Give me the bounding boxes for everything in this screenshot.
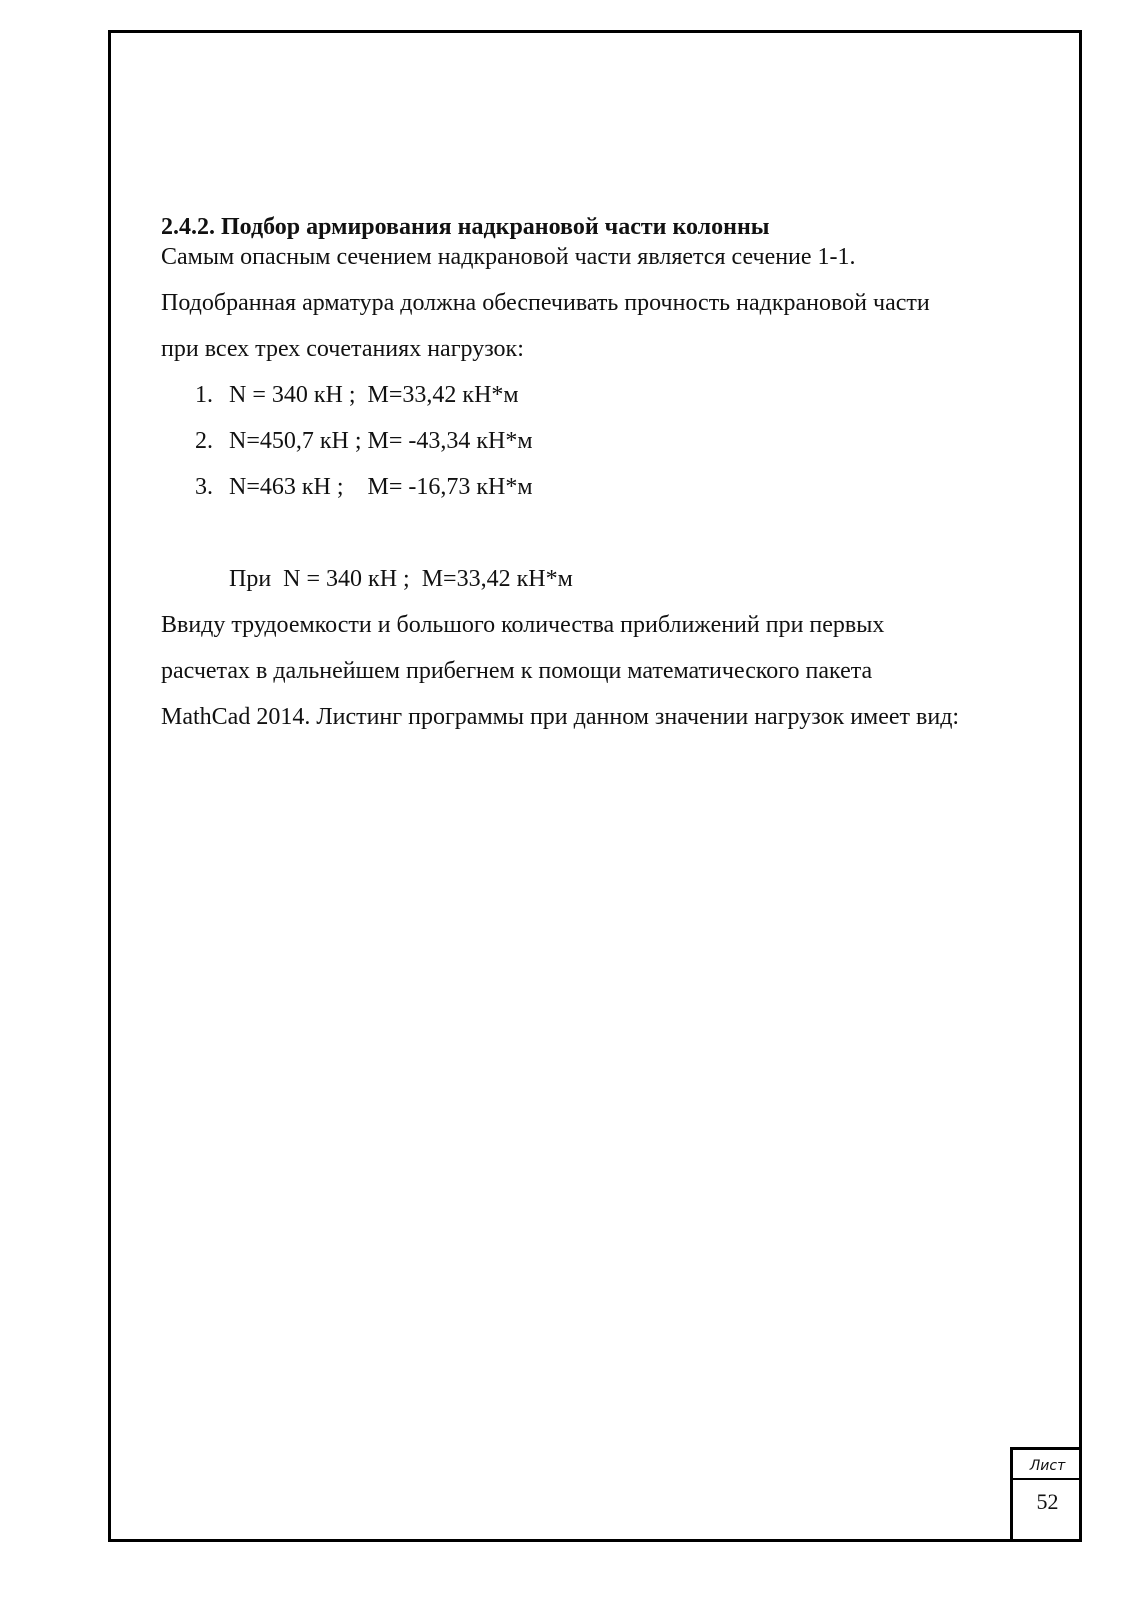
paragraph-line: MathCad 2014. Листинг программы при данном значении нагрузок имеет вид: [161, 704, 960, 730]
sheet-stamp [1010, 1447, 1082, 1542]
list-item-number: 1. [195, 382, 213, 408]
list-item [161, 418, 1041, 464]
sheet-label: Лист [1013, 1450, 1082, 1480]
list-item [161, 372, 1041, 418]
section-heading: 2.4.2. Подбор армирования надкрановой части колонны [161, 214, 770, 240]
paragraph-line: Самым опасным сечением надкрановой части является сечение 1-1. [161, 244, 856, 270]
paragraph-line: Подобранная арматура должна обеспечивать прочность надкрановой части [161, 290, 930, 316]
spacer [161, 510, 1041, 556]
list-item-text: N=463 кН ; М= -16,73 кН*м [229, 474, 533, 500]
case-line: При N = 340 кН ; М=33,42 кН*м [229, 566, 573, 592]
load-combinations-list [161, 372, 1041, 510]
paragraph-line: расчетах в дальнейшем прибегнем к помощи математического пакета [161, 658, 873, 684]
list-item [161, 464, 1041, 510]
list-item-number: 3. [195, 474, 213, 500]
list-item-text: N = 340 кН ; М=33,42 кН*м [229, 382, 519, 408]
list-item-text: N=450,7 кН ; М= -43,34 кН*м [229, 428, 533, 454]
document-body [161, 212, 1041, 740]
sheet-number: 52 [1036, 1489, 1059, 1514]
list-item-number: 2. [195, 428, 213, 454]
paragraph-line: Ввиду трудоемкости и большого количества приближений при первых [161, 612, 885, 638]
paragraph-line: при всех трех сочетаниях нагрузок: [161, 336, 524, 362]
